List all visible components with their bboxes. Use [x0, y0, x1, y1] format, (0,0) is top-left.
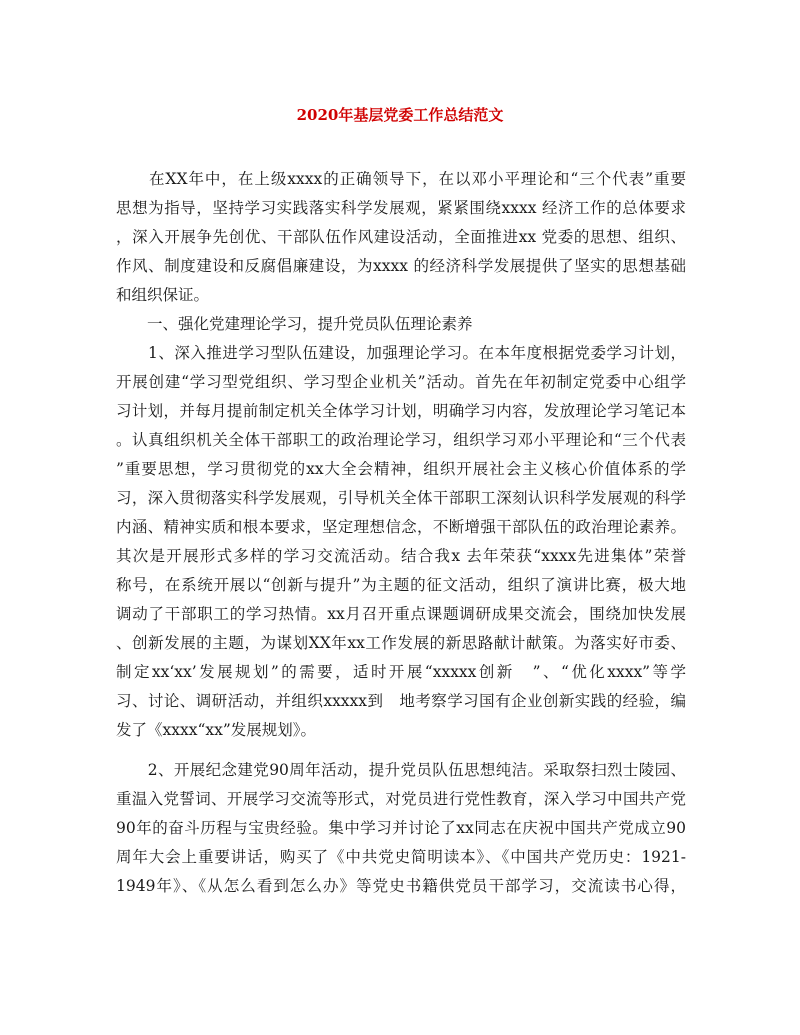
- text-line: 发了《xxxx“xx”发展规划》。: [116, 721, 317, 739]
- text-line: 习，深入贯彻落实科学发展观，引导机关全体干部职工深刻认识科学发展观的科学: [116, 489, 686, 507]
- text-line: 制定xx‘xx’发展规划”的需要，适时开展“xxxxx创新 ”、“优化xxxx”等学: [116, 663, 686, 681]
- text-line: 和组织保证。: [116, 286, 210, 304]
- text-line: 调动了干部职工的学习热情。xx月召开重点课题调研成果交流会，围绕加快发展: [116, 605, 686, 623]
- text-line: 称号，在系统开展以“创新与提升”为主题的征文活动，组织了演讲比赛，极大地: [116, 576, 686, 594]
- text-line: 90年的奋斗历程与宝贵经验。集中学习并讨论了xx同志在庆祝中国共产党成立90: [116, 819, 686, 837]
- document-title: 2020年基层党委工作总结范文: [296, 106, 504, 124]
- text-line: 习、讨论、调研活动，并组织xxxxx到 地考察学习国有企业创新实践的经验，编: [116, 692, 686, 710]
- text-line: 、创新发展的主题，为谋划XX年xx工作发展的新思路献计献策。为落实好市委、: [116, 634, 686, 652]
- text-line: 一、强化党建理论学习，提升党员队伍理论素养: [116, 315, 473, 333]
- text-line: 开展创建“学习型党组织、学习型企业机关”活动。首先在年初制定党委中心组学: [116, 373, 686, 391]
- paragraph-intro: [116, 165, 686, 310]
- text-line: ，深入开展争先创优、干部队伍作风建设活动，全面推进xx 党委的思想、组织、: [116, 228, 686, 246]
- text-line: 习计划，并每月提前制定机关全体学习计划，明确学习内容，发放理论学习笔记本: [116, 402, 686, 420]
- text-line: 思想为指导，坚持学习实践落实科学发展观，紧紧围绕xxxx 经济工作的总体要求: [116, 199, 686, 217]
- text-line: 周年大会上重要讲话，购买了《中共党史简明读本》、《中国共产党历史：1921-: [116, 848, 686, 866]
- text-line: 1、深入推进学习型队伍建设，加强理论学习。在本年度根据党委学习计划，: [116, 344, 686, 362]
- paragraph-item-2: [116, 756, 686, 901]
- text-line: 2、开展纪念建党90周年活动，提升党员队伍思想纯洁。采取祭扫烈士陵园、: [116, 761, 686, 779]
- text-line: 1949年》、《从怎么看到怎么办》等党史书籍供党员干部学习，交流读书心得，: [116, 877, 686, 895]
- paragraph-gap: [116, 745, 686, 756]
- text-line: 。认真组织机关全体干部职工的政治理论学习，组织学习邓小平理论和“三个代表: [116, 431, 686, 449]
- paragraph-item-1: [116, 339, 686, 745]
- text-line: 作风、制度建设和反腐倡廉建设，为xxxx 的经济科学发展提供了坚实的思想基础: [116, 257, 686, 275]
- text-line: 内涵、精神实质和根本要求，坚定理想信念，不断增强干部队伍的政治理论素养。: [116, 518, 686, 536]
- text-line: 重温入党誓词、开展学习交流等形式，对党员进行党性教育，深入学习中国共产党: [116, 790, 686, 808]
- text-line: 其次是开展形式多样的学习交流活动。结合我x 去年荣获“xxxx先进集体”荣誉: [116, 547, 686, 565]
- document-body: [116, 165, 686, 901]
- section-heading: [116, 310, 686, 339]
- text-line: ”重要思想，学习贯彻党的xx大全会精神，组织开展社会主义核心价值体系的学: [116, 460, 686, 478]
- text-line: 在XX年中，在上级xxxx的正确领导下，在以邓小平理论和“三个代表”重要: [116, 170, 686, 188]
